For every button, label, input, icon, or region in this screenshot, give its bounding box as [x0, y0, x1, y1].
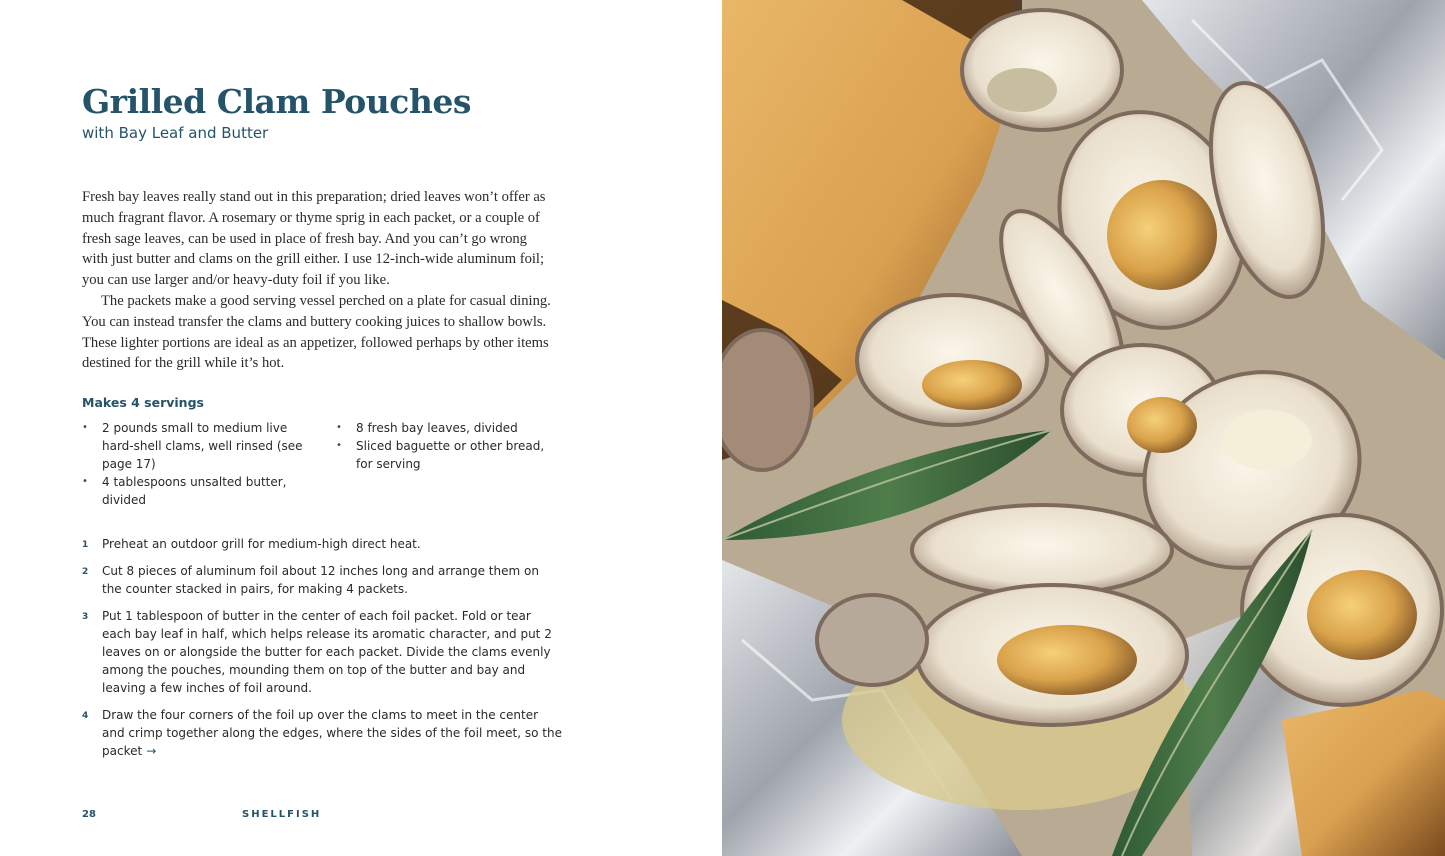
method-step: [82, 535, 562, 553]
recipe-subtitle: with Bay Leaf and Butter: [82, 124, 269, 142]
recipe-page: [0, 0, 722, 856]
ingredient-item: • 8 fresh bay leaves, divided: [336, 419, 562, 437]
continue-arrow-icon: →: [146, 744, 157, 758]
step-text: Preheat an outdoor grill for medium-high direct heat.: [102, 537, 421, 551]
ingredient-item: • 4 tablespoons unsalted butter, divided: [82, 473, 304, 509]
step-number: 2: [82, 567, 89, 577]
ingredient-item: • 2 pounds small to medium live hard-shell clams, well rinsed (see page 17): [82, 419, 304, 473]
method-step: [82, 607, 562, 697]
step-text: Draw the four corners of the foil up over the clams to meet in the center and crimp together along the edges, where the sides of the foil meet, so the packet: [102, 708, 562, 758]
method-steps: [82, 535, 562, 769]
ingredients-list-left: [82, 419, 304, 509]
section-name: SHELLFISH: [242, 809, 322, 820]
servings-label: Makes 4 servings: [82, 395, 204, 410]
recipe-intro: [82, 187, 552, 374]
recipe-title: Grilled Clam Pouches: [82, 82, 471, 121]
intro-paragraph: The packets make a good serving vessel perched on a plate for casual dining. You can instead transfer the clams and buttery cooking juices to shallow bowls. These lighter portions are ideal as an appetizer, followed perhaps by other items destined for the grill while it’s hot.: [82, 292, 551, 372]
step-number: 4: [82, 711, 89, 721]
step-number: 3: [82, 612, 89, 622]
step-number: 1: [82, 540, 89, 550]
method-step: [82, 706, 562, 760]
step-text: Cut 8 pieces of aluminum foil about 12 inches long and arrange them on the counter stacked in pairs, for making 4 packets.: [102, 564, 539, 596]
ingredient-item: • Sliced baguette or other bread, for serving: [336, 437, 562, 473]
step-text: Put 1 tablespoon of butter in the center of each foil packet. Fold or tear each bay leaf in half, which helps release its aromatic character, and put 2 leaves on or alongside the butter for each packet. Divide the clams evenly among the pouches, mounding them on top of the butter and bay and leaving a few inches of foil around.: [102, 609, 552, 695]
ingredients-list-right: [336, 419, 562, 473]
page-number: 28: [82, 809, 96, 820]
intro-paragraph: Fresh bay leaves really stand out in this preparation; dried leaves won’t offer as much fragrant flavor. A rosemary or thyme sprig in each packet, or a couple of fresh sage leaves, can be used in place of fresh bay. And you can’t go wrong with just butter and clams on the grill either. I use 12-inch-wide aluminum foil; you can use larger and/or heavy-duty foil if you like.: [82, 189, 546, 289]
clams-photo-illustration: [722, 0, 1445, 856]
clams-photo: [722, 0, 1445, 856]
method-step: [82, 562, 562, 598]
